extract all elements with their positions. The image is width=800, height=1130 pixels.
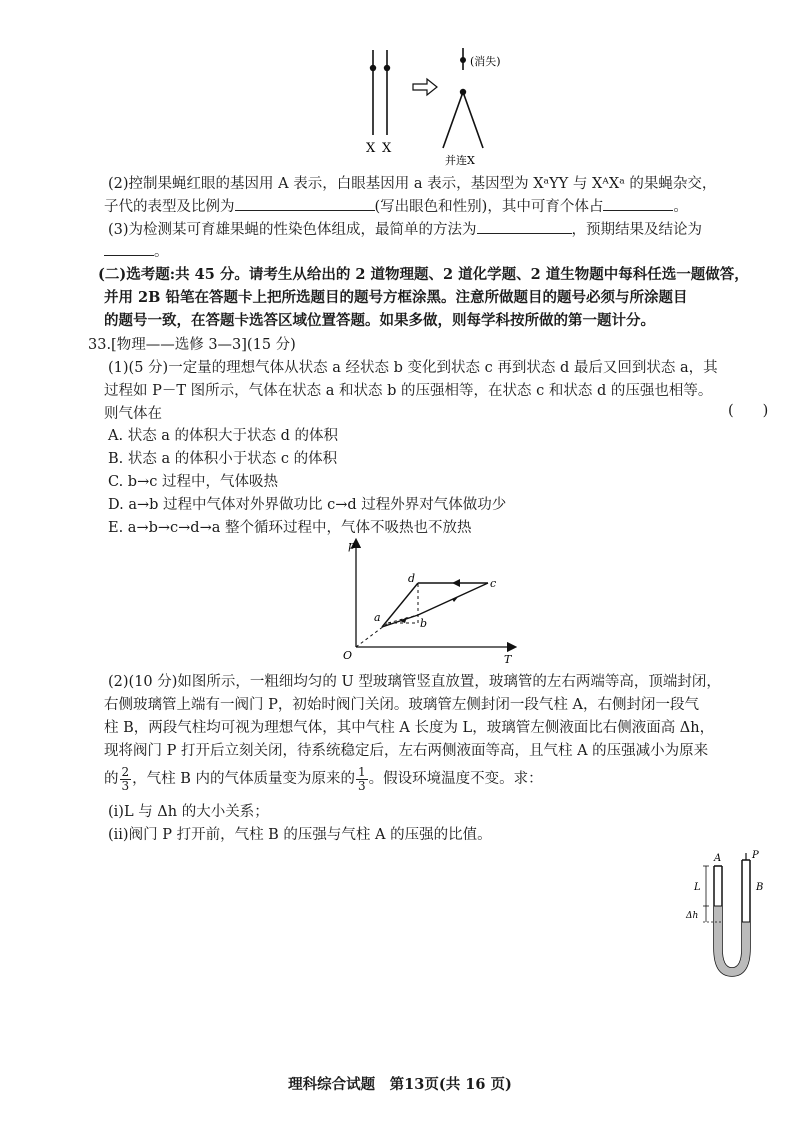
q2-line1: (2)控制果蝇红眼的基因用 A 表示，白眼基因用 a 表示，基因型为 XᵃYY 与 XᴬXᵃ 的果蝇杂交， xyxy=(108,176,717,192)
option-d: D. a→b 过程中气体对外界做功比 c→d 过程外界对气体做功少 xyxy=(108,497,507,513)
x-label-left: X xyxy=(366,141,376,156)
answer-blank-fertile[interactable] xyxy=(603,196,673,211)
frac1-numerator: 2 xyxy=(121,764,130,779)
page-footer: 理科综合试题 第13页(共 16 页) xyxy=(288,1076,512,1093)
q33-1-line1: (1)(5 分)一定量的理想气体从状态 a 经状态 b 变化到状态 c 再到状态 d 最后又回到状态 a，其 xyxy=(108,360,718,376)
q33-2-part-i: (i)L 与 Δh 的大小关系； xyxy=(108,804,269,820)
pt-graph xyxy=(340,535,530,670)
t-axis-label: T xyxy=(504,653,512,666)
frac2-numerator: 1 xyxy=(358,764,366,779)
q33-2-line5 xyxy=(104,764,543,794)
label-a: A xyxy=(714,853,722,864)
q3-line1 xyxy=(108,219,702,240)
q2-text-c: 。 xyxy=(673,199,688,215)
label-dh: Δh xyxy=(686,911,699,921)
q33-2-line4: 现将阀门 P 打开后立刻关闭，待系统稳定后，左右两侧液面等高，且气柱 A 的压强减小为原来 xyxy=(104,743,709,759)
frac1-denominator: 3 xyxy=(121,778,130,793)
section2-line3: 的题号一致，在答题卡选答区域位置答题。如果多做，则每学科按所做的第一题计分。 xyxy=(104,312,655,329)
answer-blank-method[interactable] xyxy=(477,219,572,234)
q3-line2 xyxy=(104,241,169,262)
frac2-denominator: 3 xyxy=(358,778,366,793)
state-c-label: c xyxy=(490,577,497,590)
answer-blank-phenotype[interactable] xyxy=(235,196,375,211)
state-b-label: b xyxy=(420,617,428,630)
label-l: L xyxy=(694,882,701,893)
q33-2-text-b: ，气柱 B 内的气体质量变为原来的 xyxy=(132,771,356,787)
q33-1-line3: 则气体在 xyxy=(104,406,162,422)
q33-1-line2: 过程如 P－T 图所示，气体在状态 a 和状态 b 的压强相等，在状态 c 和状态 d 的压强也相等。 xyxy=(104,383,713,399)
label-p: P xyxy=(752,850,759,861)
q3-text-a: (3)为检测某可育雄果蝇的性染色体组成，最简单的方法为 xyxy=(108,222,477,238)
q33-2-text-a: 的 xyxy=(104,771,119,787)
fraction-two-thirds xyxy=(120,766,132,793)
label-b: B xyxy=(756,882,764,893)
answer-blank-result[interactable] xyxy=(104,241,154,256)
q33-title: 33.[物理——选修 3—3](15 分) xyxy=(88,337,296,353)
q33-2-line3: 柱 B，两段气柱均可视为理想气体，其中气柱 A 长度为 L，玻璃管左侧液面比右侧液面高 Δh， xyxy=(104,720,715,736)
q33-2-line1: (2)(10 分)如图所示，一粗细均匀的 U 型玻璃管竖直放置，玻璃管的左右两端等高，顶端封闭， xyxy=(108,674,721,690)
q33-2-text-c: 。假设环境温度不变。求： xyxy=(368,771,543,787)
u-tube-figure xyxy=(680,848,780,983)
section2-line2: 并用 2B 铅笔在答题卡上把所选题目的题号方框涂黑。注意所做题目的题号必须与所涂题目 xyxy=(104,289,688,306)
p-axis-label: p xyxy=(348,539,356,552)
section2-line1: (二)选考题:共 45 分。请考生从给出的 2 道物理题、2 道化学题、2 道生物题中每科任选一题做答， xyxy=(98,266,749,283)
option-a: A. 状态 a 的体积大于状态 d 的体积 xyxy=(108,428,339,444)
option-b: B. 状态 a 的体积小于状态 c 的体积 xyxy=(108,451,338,467)
vanish-label: (消失) xyxy=(470,55,501,68)
state-d-label: d xyxy=(408,572,416,585)
q2-line2 xyxy=(104,196,688,217)
q2-text-a: 子代的表型及比例为 xyxy=(104,199,235,215)
merged-x-label: 并连X xyxy=(445,154,475,167)
fraction-one-third xyxy=(356,766,368,793)
answer-paren[interactable]: ( ) xyxy=(728,403,769,419)
q2-text-b: (写出眼色和性别)，其中可育个体占 xyxy=(374,199,604,215)
option-c: C. b→c 过程中，气体吸热 xyxy=(108,474,278,490)
state-a-label: a xyxy=(374,611,381,624)
q3-text-b: ，预期结果及结论为 xyxy=(571,222,703,238)
chromosome-figure xyxy=(355,40,525,170)
q33-2-line2: 右侧玻璃管上端有一阀门 P，初始时阀门关闭。玻璃管左侧封闭一段气柱 A，右侧封闭一段气 xyxy=(104,697,699,713)
q3-text-end: 。 xyxy=(154,244,169,260)
x-label-right: X xyxy=(382,141,392,156)
q33-2-part-ii: (ii)阀门 P 打开前，气柱 B 的压强与气柱 A 的压强的比值。 xyxy=(108,827,492,843)
option-e: E. a→b→c→d→a 整个循环过程中，气体不吸热也不放热 xyxy=(108,520,472,536)
origin-label: O xyxy=(343,649,353,662)
